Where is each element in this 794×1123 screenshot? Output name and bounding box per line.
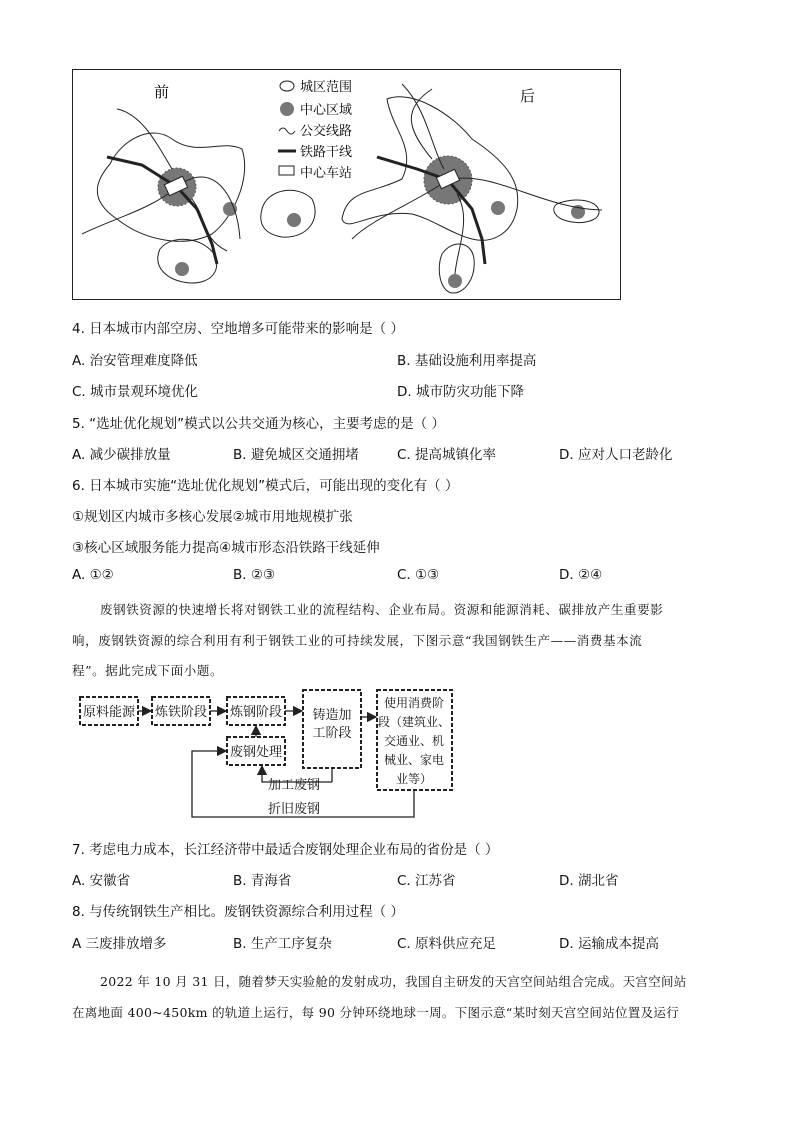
passage2-line-2: 在离地面 400~450km 的轨道上运行，每 90 分钟环绕地球一周。下图示意“某时刻天宫空间站位置及运行	[72, 1005, 680, 1020]
flow-old-scrap: 折旧废钢	[267, 802, 321, 817]
flow-raw: 原料能源	[82, 705, 136, 720]
steel-flow-diagram	[72, 687, 472, 823]
map-legend	[278, 80, 352, 181]
center-area-small-3	[287, 213, 301, 227]
passage1-line-2: 响，废钢铁资源的综合利用有利于钢铁工业的可持续发展，下图示意“我国钢铁生产——消费基本流	[72, 633, 643, 648]
center-area-legend-icon	[280, 102, 294, 116]
q7-option-a: A. 安徽省	[72, 873, 131, 889]
satellite-area-1	[158, 239, 217, 283]
q8-option-a: A 三废排放增多	[72, 936, 167, 952]
q6-option-b: B. ②③	[233, 567, 276, 583]
q5-stem: 5. “选址优化规划”模式以公共交通为核心，主要考虑的是（ ）	[72, 416, 445, 432]
map-before	[82, 109, 315, 283]
q7-option-d: D. 湖北省	[559, 873, 619, 889]
legend-center-area: 中心区域	[300, 103, 353, 118]
legend-station: 中心车站	[300, 166, 353, 181]
flow-cast-2: 工阶段	[312, 726, 352, 741]
q4-option-b: B. 基础设施利用率提高	[397, 353, 537, 369]
q5-option-d: D. 应对人口老龄化	[559, 447, 673, 463]
city-planning-map	[72, 69, 622, 301]
map-after	[342, 84, 602, 293]
q6-option-d: D. ②④	[559, 567, 603, 583]
q4-option-d: D. 城市防灾功能下降	[397, 384, 524, 400]
q8-option-c: C. 原料供应充足	[397, 936, 497, 952]
q4-option-a: A. 治安管理难度降低	[72, 353, 198, 369]
urban-area-legend-icon	[280, 81, 294, 91]
label-after: 后	[520, 87, 536, 105]
station-legend-icon	[279, 166, 294, 175]
q7-option-b: B. 青海省	[233, 873, 292, 889]
legend-urban-area: 城区范围	[300, 80, 353, 95]
q6-option-a: A. ①②	[72, 567, 114, 583]
q6-statement-line-1: ①规划区内城市多核心发展②城市用地规模扩张	[72, 509, 353, 525]
center-area-small-1	[223, 202, 237, 216]
center-area-small-2	[175, 262, 189, 276]
passage1-line-1: 废钢铁资源的快速增长将对钢铁工业的流程结构、企业布局。资源和能源消耗、碳排放产生重要影	[100, 602, 664, 617]
q4-option-c: C. 城市景观环境优化	[72, 384, 199, 400]
q6-stem: 6. 日本城市实施“选址优化规划”模式后，可能出现的变化有（ ）	[72, 478, 459, 494]
flow-use-4: 械业、家电	[383, 753, 445, 767]
q8-stem: 8. 与传统钢铁生产相比。废钢铁资源综合利用过程（ ）	[72, 904, 404, 920]
passage1-line-3: 程”。据此完成下面小题。	[72, 663, 224, 678]
bus-line-legend-icon	[279, 128, 295, 134]
flow-processed-scrap: 加工废钢	[267, 778, 321, 793]
flow-use-5: 业等）	[395, 772, 433, 786]
bus-lines-after	[352, 84, 602, 274]
flow-use-1: 使用消费阶	[383, 696, 445, 710]
q7-option-c: C. 江苏省	[397, 873, 456, 889]
q5-option-a: A. 减少碳排放量	[72, 447, 171, 463]
q5-option-b: B. 避免城区交通拥堵	[233, 447, 359, 463]
flow-cast-1: 铸造加	[312, 708, 352, 723]
q4-stem: 4. 日本城市内部空房、空地增多可能带来的影响是（ ）	[72, 321, 404, 337]
satellite-area-2	[261, 190, 315, 237]
flow-iron: 炼铁阶段	[154, 705, 208, 720]
railway-before	[107, 157, 217, 264]
q5-option-c: C. 提高城镇化率	[397, 447, 497, 463]
q6-statement-line-2: ③核心区域服务能力提高④城市形态沿铁路干线延伸	[72, 540, 380, 556]
flow-use-3: 交通业、机	[383, 734, 445, 748]
q8-option-b: B. 生产工序复杂	[233, 936, 332, 952]
center-area-after-small-1	[491, 201, 505, 215]
q8-option-d: D. 运输成本提高	[559, 936, 659, 952]
passage2-line-1: 2022 年 10 月 31 日，随着梦天实验舱的发射成功，我国自主研发的天宫空间站组合完成。天宫空间站	[100, 974, 687, 989]
flow-use-2: 段（建筑业、	[377, 715, 451, 729]
label-before: 前	[154, 83, 170, 101]
center-area-after-small-2	[448, 274, 462, 288]
flow-scrap: 废钢处理	[229, 745, 283, 760]
legend-railway: 铁路干线	[300, 145, 353, 160]
q6-option-c: C. ①③	[397, 567, 440, 583]
legend-bus-line: 公交线路	[300, 124, 353, 139]
q7-stem: 7. 考虑电力成本，长江经济带中最适合废钢处理企业布局的省份是（ ）	[72, 842, 499, 858]
flow-steel: 炼钢阶段	[229, 705, 283, 720]
